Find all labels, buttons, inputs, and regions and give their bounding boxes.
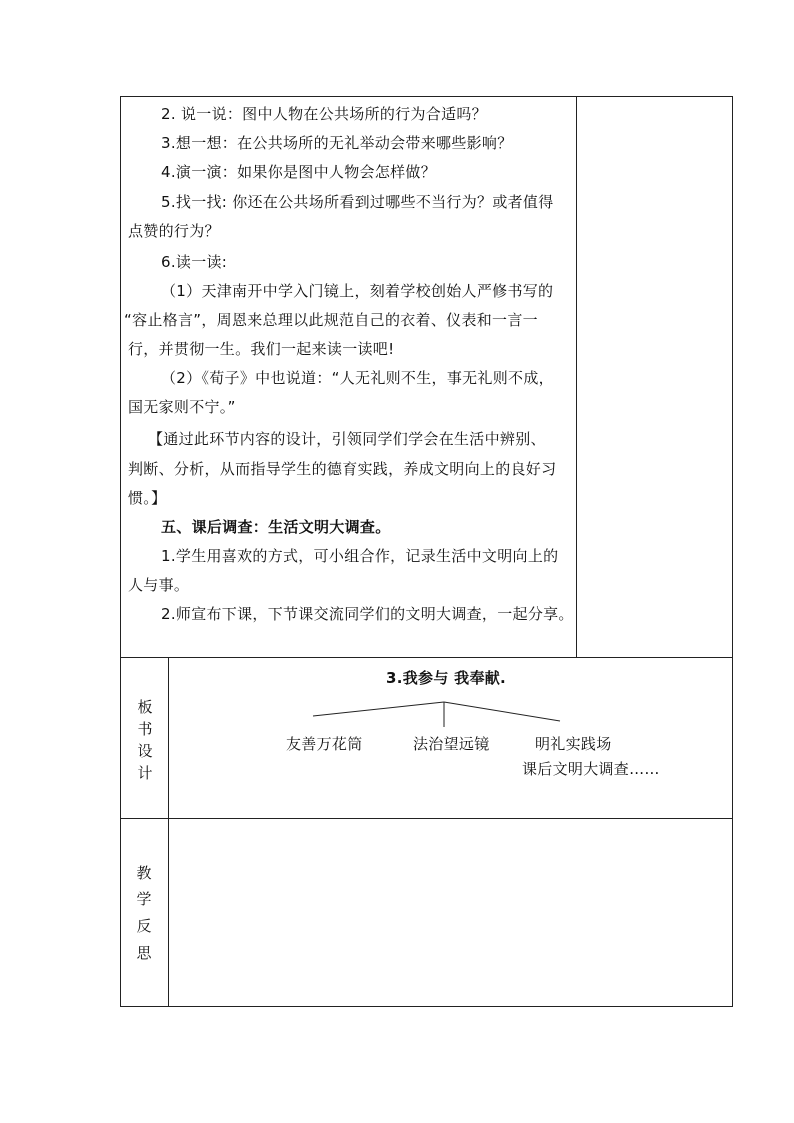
section-5-item-1-line-2: 人与事。 [128,576,190,594]
branch-right-label: 明礼实践场 [535,735,612,753]
section-5-item-1-line-1: 1.学生用喜欢的方式，可小组合作，记录生活中文明向上的 [161,547,559,565]
reading-1-line-3: 行，并贯彻一生。我们一起来读一读吧! [128,340,395,358]
step-6-text: 6.读一读: [161,253,228,271]
table-top-border [120,96,733,97]
row-divider-board [120,657,733,658]
board-title: 3.我参与 我奉献. [386,669,507,687]
step-5-line-1: 5.找一找: 你还在公共场所看到过哪些不当行为？或者值得 [161,193,554,211]
upper-column-divider [576,96,577,657]
table-bottom-border [120,1006,733,1007]
design-note-line-3: 惯。】 [128,489,167,507]
step-3-text: 3.想一想：在公共场所的无礼举动会带来哪些影响？ [161,134,513,152]
board-label-char-1: 板 [137,698,153,716]
step-2-text: 2. 说一说：图中人物在公共场所的行为合适吗？ [161,105,487,123]
board-label-char-3: 设 [137,742,153,760]
board-label-char-4: 计 [137,764,153,782]
board-label-char-2: 书 [137,720,153,738]
section-5-item-2: 2.师宣布下课，下节课交流同学们的文明大调查，一起分享。 [161,605,574,623]
table-left-border [120,96,121,1007]
reading-1-line-2: “容止格言”，周恩来总理以此规范自己的衣着、仪表和一言一 [124,311,538,329]
reflection-content-cell[interactable] [169,819,732,1006]
branch-middle-label: 法治望远镜 [413,735,490,753]
branch-left-line [313,702,444,716]
branch-left-label: 友善万花筒 [286,735,363,753]
reading-2-line-2: 国无家则不宁。” [128,398,236,416]
section-5-heading: 五、课后调查：生活文明大调查。 [161,518,391,536]
step-4-text: 4.演一演：如果你是图中人物会怎样做？ [161,163,437,181]
design-note-line-2: 判断、分析，从而指导学生的德育实践，养成文明向上的良好习 [128,460,557,478]
reading-1-line-1: （1）天津南开中学入门镜上，刻着学校创始人严修书写的 [161,282,554,300]
reflection-label-char-2: 学 [136,890,152,908]
reflection-label-char-3: 反 [136,917,152,935]
reading-2-line-1: （2）《荀子》中也说道：“人无礼则不生，事无礼则不成， [161,369,554,387]
branch-right-line [444,702,560,721]
table-right-border [732,96,733,1007]
reflection-label-char-4: 思 [136,944,152,962]
design-note-line-1: 【通过此环节内容的设计，引领同学们学会在生活中辨别、 [148,430,546,448]
step-5-line-2: 点赞的行为？ [128,222,220,240]
reflection-label-char-1: 教 [136,864,152,882]
board-footnote: 课后文明大调查…… [522,760,660,778]
